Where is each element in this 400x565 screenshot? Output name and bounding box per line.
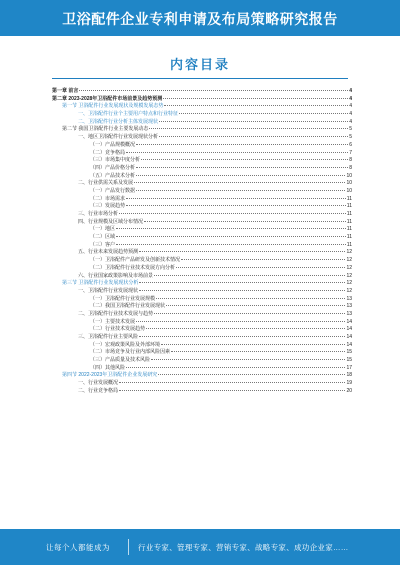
toc-entry-text: 第二章 2023-2028年卫浴配件市场前景及趋势预测 [52,95,163,102]
toc-leader-dots [139,277,345,283]
toc-leader-dots [136,185,345,191]
toc-entry-page: 4 [349,95,352,102]
toc-leader-dots [126,200,346,206]
toc-leader-dots [139,331,345,337]
toc-entry-text: （一）主要技术发展 [90,318,136,325]
toc-entry-page: 20 [346,387,352,394]
toc-entry-page: 8 [349,157,352,164]
toc-leader-dots [136,170,345,176]
footer-slogan-left: 让每个人都能成为 [46,543,110,552]
toc-entry-text: 一、地区卫浴配件行业发展现状分析 [78,134,159,141]
toc-entry-text: 四、行业规模及区域分布情况 [78,218,144,225]
toc-entry[interactable] [52,386,352,394]
toc-leader-dots [126,193,346,199]
toc-entry-text: 第一章 前言 [52,88,79,94]
toc-entry-text: （一）地区 [90,226,116,233]
toc-entry-page: 11 [346,195,352,202]
toc-entry-text: 六、行业国家政策影响及市场前景 [78,272,154,279]
toc-entry-page: 14 [346,326,352,333]
toc-entry-text: （一）卫浴配件行业发展规模 [90,295,156,302]
toc-entry-text: （三）发展趋势 [90,203,126,210]
toc-leader-dots [141,154,348,160]
toc-entry-page: 17 [346,364,352,371]
footer-divider [128,539,129,555]
toc-entry-page: 11 [346,234,352,241]
toc-entry-page: 5 [349,134,352,141]
toc-entry-text: 五、行业未来发展趋势预测 [78,249,139,256]
toc-entry-page: 12 [346,249,352,256]
toc-entry-page: 15 [346,349,352,356]
toc-entry-text: （一）卫浴配件产品研发及创新技术情况 [90,257,181,264]
toc-title: 内容目录 [169,57,230,72]
toc-leader-dots [119,377,345,383]
toc-entry-page: 4 [349,88,352,94]
toc-entry-page: 10 [346,180,352,187]
toc-leader-dots [179,108,348,114]
toc-leader-dots [176,262,345,268]
toc-entry-text: 一、卫浴配件行业发展现状 [78,287,139,294]
toc-entry-page: 14 [346,341,352,348]
report-title: 卫浴配件企业专利申请及布局策略研究报告 [62,11,338,27]
toc-entry-page: 13 [346,295,352,302]
toc-entry-text: （二）行业技术发展趋势 [90,326,146,333]
toc-entry-text: （二）市场竞争及行业内部风险因素 [90,349,171,356]
toc-entry-text: 第一节 卫浴配件行业发展现状及规模发展态势 [62,103,164,110]
toc-leader-dots [164,100,348,106]
toc-entry-text: （二）市场需求 [90,195,126,202]
table-of-contents [52,86,352,394]
toc-leader-dots [154,270,345,276]
toc-leader-dots [136,162,348,168]
report-header [0,0,400,36]
footer-slogan-right: 行业专家、管理专家、营销专家、战略专家、成功企业家…… [138,543,349,552]
toc-entry-page: 4 [349,111,352,118]
toc-leader-dots [158,369,345,375]
toc-leader-dots [139,246,345,252]
toc-entry-text: 二、卫浴配件行业分析主体发展现状 [78,118,159,125]
toc-entry-page: 7 [349,149,352,156]
toc-leader-dots [144,216,346,222]
toc-leader-dots [154,308,345,314]
toc-entry-text: （四）产品价格分析 [90,164,136,171]
toc-entry-page: 8 [349,164,352,171]
toc-entry-page: 11 [346,241,352,248]
toc-leader-dots [126,147,348,153]
toc-entry-text: 第三节 卫浴配件行业发展现状分析 [62,280,139,287]
toc-entry-text: （三）市场集中度分析 [90,157,141,164]
toc-entry-text: （二）区域 [90,234,116,241]
toc-entry-page: 11 [346,218,352,225]
toc-entry-text: （二）我国卫浴配件行业发展现状 [90,303,166,310]
toc-entry-text: 一、行业发展概况 [78,380,119,387]
toc-entry-text: （三）产品质量及技术风险 [90,357,151,364]
toc-entry-text: 第四节 2022-2023年卫浴配件企业发展研究 [62,372,158,379]
toc-entry-page: 6 [349,141,352,148]
toc-entry-page: 11 [346,211,352,217]
toc-entry-page: 11 [346,226,352,233]
toc-divider [52,78,348,79]
toc-entry-page: 12 [346,272,352,279]
toc-leader-dots [156,293,345,299]
toc-leader-dots [171,346,345,352]
toc-leader-dots [159,131,348,137]
toc-leader-dots [136,316,345,322]
toc-entry-page: 4 [349,103,352,110]
toc-entry-page: 10 [346,187,352,194]
toc-leader-dots [146,323,345,329]
toc-entry-text: 三、行业市场分析 [78,211,119,217]
toc-entry-page: 12 [346,287,352,294]
toc-entry-text: 第二节 我国卫浴配件行业主要发展动态 [62,126,149,133]
toc-entry-text: （一）宏观政策风险及外部环境 [90,341,161,348]
toc-leader-dots [126,362,345,368]
toc-entry-text: （一）产品规模概况 [90,141,136,148]
toc-entry-text: 二、行业供需关系及发展 [78,180,134,187]
toc-entry-page: 4 [349,118,352,125]
report-footer [0,529,400,565]
toc-leader-dots [181,254,345,260]
toc-entry-page: 13 [346,303,352,310]
toc-entry-text: （四）其他风险 [90,364,126,371]
toc-leader-dots [119,208,346,214]
toc-entry-page: 12 [346,257,352,264]
toc-entry-page: 18 [346,372,352,379]
toc-entry-page: 5 [349,126,352,133]
toc-entry-text: 三、卫浴配件行业主要风险 [78,334,139,340]
toc-entry-text: （五）产品技术分析 [90,172,136,179]
toc-entry-text: （二）竞争格局 [90,149,126,156]
toc-leader-dots [116,239,346,245]
toc-leader-dots [166,300,345,306]
toc-leader-dots [149,123,348,129]
toc-entry-page: 13 [346,310,352,317]
toc-entry-page: 14 [346,318,352,325]
toc-entry-text: （二）卫浴配件行业技术发展方向分析 [90,264,176,271]
toc-leader-dots [116,231,346,237]
toc-entry-text: 二、卫浴配件行业技术发展与趋势 [78,310,154,317]
toc-leader-dots [79,85,348,91]
toc-leader-dots [163,93,348,99]
toc-entry-page: 19 [346,380,352,387]
toc-leader-dots [139,285,345,291]
toc-entry-page: 14 [346,334,352,340]
toc-leader-dots [136,139,348,145]
toc-entry-page: 15 [346,357,352,364]
toc-entry-page: 12 [346,264,352,271]
toc-leader-dots [116,223,346,229]
toc-leader-dots [161,339,345,345]
toc-entry-text: （一）产品发行数据 [90,187,136,194]
toc-leader-dots [151,354,345,360]
toc-entry-text: （三）客户 [90,241,116,248]
toc-leader-dots [119,385,345,391]
toc-entry-text: 二、行业竞争格局 [78,387,119,394]
toc-entry-text: 一、卫浴配件行业个主要用户特点和行业特征 [78,111,179,118]
toc-entry-page: 11 [346,203,352,210]
toc-leader-dots [159,116,348,122]
toc-entry-page: 12 [346,280,352,287]
toc-entry-page: 10 [346,172,352,179]
toc-leader-dots [134,177,345,183]
